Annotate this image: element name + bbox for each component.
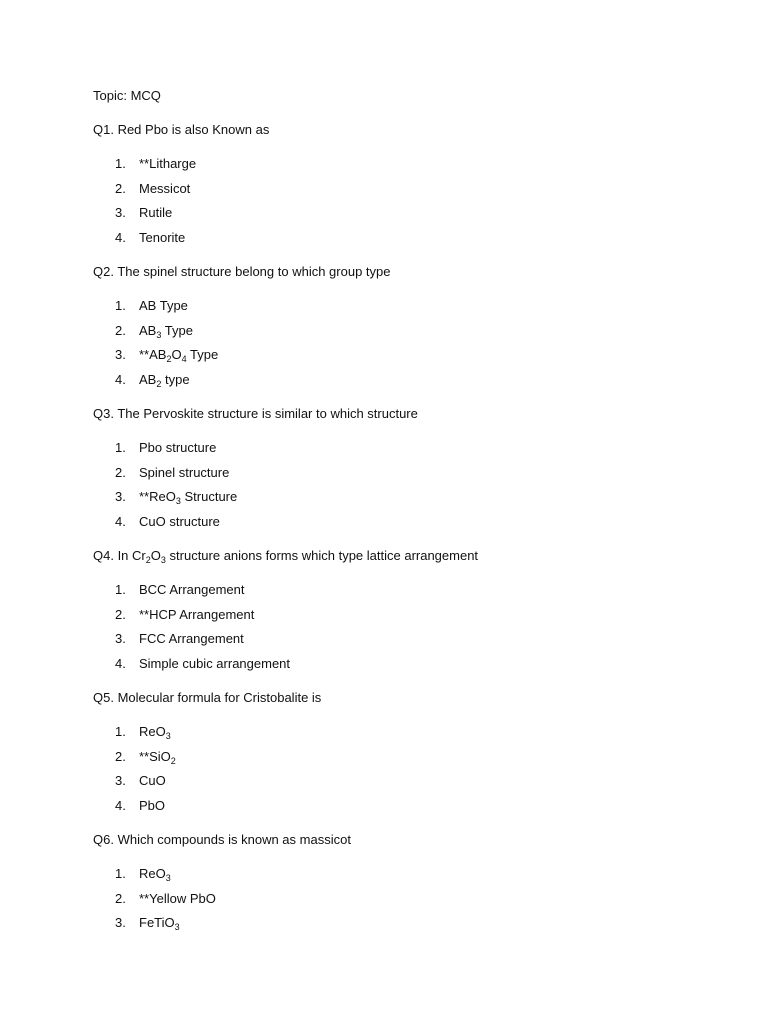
- option-number: 2.: [115, 606, 126, 622]
- option-text: **ReO$_3$ Structure: [139, 489, 238, 507]
- option-text: $AB_3$ Type: [139, 322, 193, 340]
- option-number: 3.: [115, 205, 126, 221]
- option-text: **Yellow PbO: [139, 890, 216, 906]
- option-text: **SiO$_2$: [139, 748, 176, 766]
- option-text: Rutile: [139, 205, 173, 221]
- option-text: Tenorite: [139, 229, 186, 245]
- option-text: $AB_2$ type: [139, 371, 190, 389]
- option-number: 4.: [115, 797, 126, 813]
- option-text: PbO: [139, 797, 166, 813]
- option-number: 4.: [115, 513, 126, 529]
- option-number: 1.: [115, 156, 126, 171]
- question-text: Q2. The spinel structure belong to which group type: [93, 264, 391, 279]
- question-text: Q3. The Pervoskite structure is similar to which structure: [93, 406, 418, 421]
- option-text: Messicot: [139, 180, 191, 196]
- option-number: 2.: [115, 180, 126, 196]
- option-text: Pbo structure: [139, 440, 217, 455]
- option-text: CuO: [139, 773, 166, 789]
- question-text: Q1. Red Pbo is also Known as: [93, 122, 270, 137]
- option-number: 3.: [115, 347, 126, 363]
- option-text: ReO$_3$: [139, 724, 171, 741]
- option-number: 1.: [115, 440, 126, 455]
- option-text: FeTiO$_3$: [139, 915, 180, 933]
- option-text: Spinel structure: [139, 464, 230, 480]
- option-number: 3.: [115, 915, 126, 931]
- option-number: 2.: [115, 890, 126, 906]
- option-number: 1.: [115, 866, 126, 881]
- option-text: FCC Arrangement: [139, 631, 244, 647]
- option-text: **HCP Arrangement: [139, 606, 255, 622]
- option-text: CuO structure: [139, 513, 220, 529]
- option-number: 1.: [115, 724, 126, 739]
- option-number: 2.: [115, 748, 126, 764]
- question-text: Q4. In $Cr_2O_3$ structure anions forms which type lattice arrangement: [93, 548, 479, 565]
- option-number: 3.: [115, 489, 126, 505]
- option-number: 3.: [115, 773, 126, 789]
- option-text: **Litharge: [139, 156, 197, 171]
- question-text: Q5. Molecular formula for Cristobalite is: [93, 690, 322, 705]
- option-text: AB Type: [139, 298, 188, 313]
- option-number: 2.: [115, 322, 126, 338]
- option-number: 1.: [115, 582, 126, 597]
- option-text: ReO$_3$: [139, 866, 171, 883]
- question-text: Q6. Which compounds is known as massicot: [93, 832, 351, 847]
- option-text: BCC Arrangement: [139, 582, 245, 597]
- option-number: 4.: [115, 655, 126, 671]
- option-number: 4.: [115, 229, 126, 245]
- option-number: 3.: [115, 631, 126, 647]
- option-number: 1.: [115, 298, 126, 313]
- option-text: Simple cubic arrangement: [139, 655, 291, 671]
- option-number: 4.: [115, 371, 126, 387]
- option-number: 2.: [115, 464, 126, 480]
- option-text: $**AB_2O_4$ Type: [139, 347, 219, 365]
- topic-heading: Topic: MCQ: [93, 88, 161, 103]
